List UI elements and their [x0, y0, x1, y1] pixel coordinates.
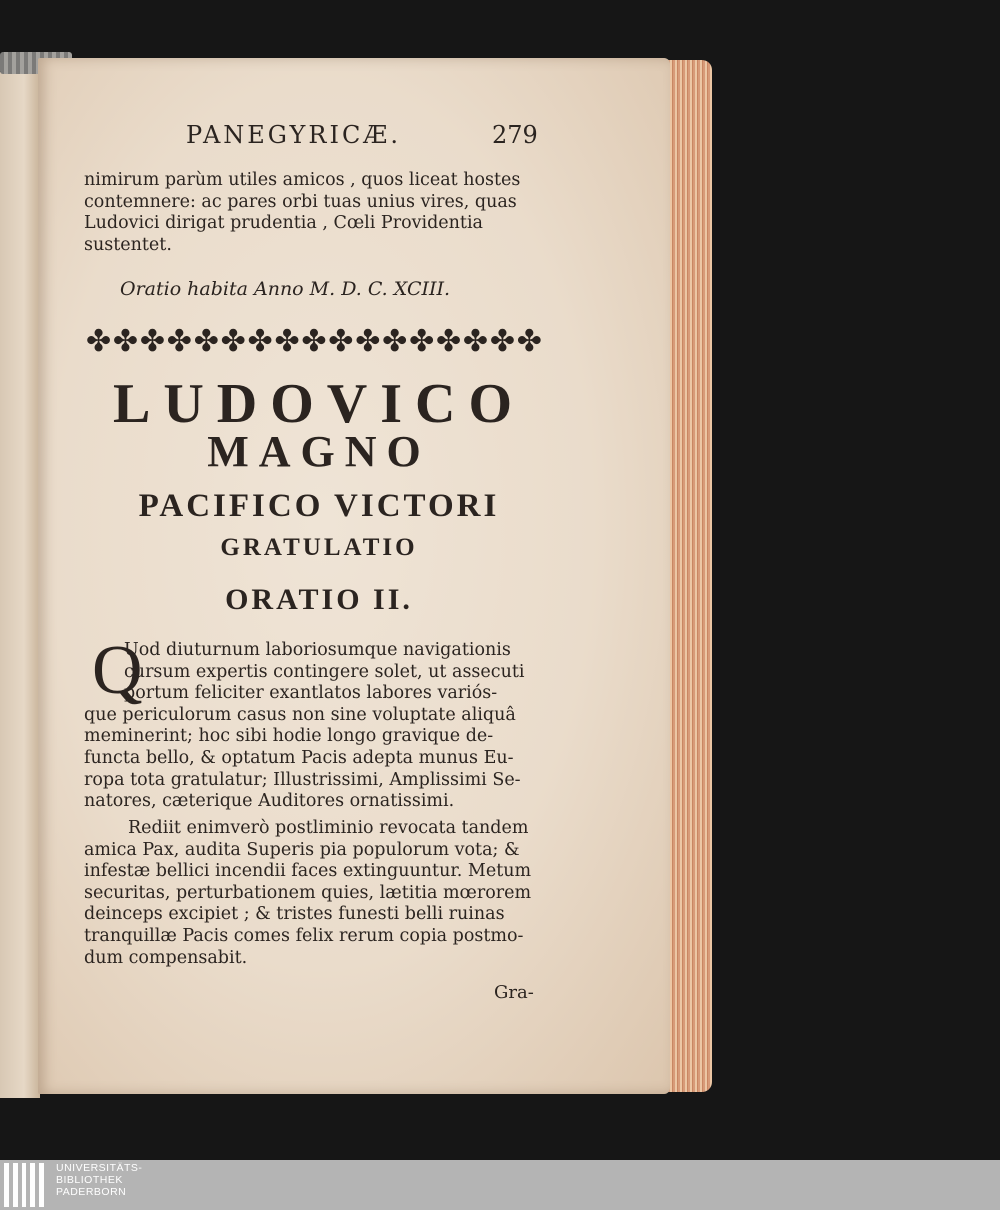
- text-line: portum feliciter exantlatos labores variós-: [124, 683, 498, 704]
- text-line: nimirum parùm utiles amicos , quos liceat hostes: [84, 170, 521, 190]
- library-name-line: PADERBORN: [56, 1186, 127, 1198]
- text-line: deinceps excipiet ; & tristes funesti belli ruinas: [84, 904, 505, 925]
- ornament-border: [86, 322, 542, 362]
- fleuron-icon: ✤: [462, 324, 489, 359]
- fleuron-icon: ✤: [382, 324, 408, 359]
- previous-oration-ending: [84, 170, 520, 256]
- fleuron-icon: ✤: [489, 324, 515, 359]
- title-line-3: PACIFICO VICTORI: [138, 488, 500, 524]
- text-line: cursum expertis contingere solet, ut assecuti: [124, 661, 525, 682]
- drop-cap: Q: [92, 632, 143, 709]
- text-line: sustentet.: [84, 234, 172, 255]
- body-paragraph-1: [84, 640, 524, 813]
- page-number: 279: [492, 121, 538, 149]
- library-name-line: UNIVERSITÄTS-: [56, 1162, 143, 1174]
- date-line: Oratio habita Anno M. D. C. XCIII.: [120, 278, 451, 300]
- fleuron-icon: ✤: [112, 324, 139, 359]
- text-line: contemnere: ac pares orbi tuas unius vires, quas: [84, 191, 517, 212]
- text-line: ropa tota gratulatur; Illustrissimi, Amplissimi Se-: [84, 769, 521, 790]
- title-line-5: ORATIO II.: [225, 583, 413, 616]
- catchword: Gra-: [494, 982, 534, 1003]
- text-line: infestæ bellici incendii faces extinguuntur. Metum: [84, 861, 532, 882]
- facing-page-edge: [0, 72, 40, 1098]
- fleuron-icon: ✤: [274, 324, 300, 359]
- text-line: securitas, perturbationem quies, lætitia mœrorem: [84, 882, 532, 903]
- body-paragraph-2: [84, 818, 531, 969]
- text-line: amica Pax, audita Superis pia populorum vota; &: [84, 839, 520, 860]
- fleuron-icon: ✤: [139, 324, 165, 359]
- fleuron-icon: ✤: [166, 324, 192, 359]
- title-line-2: MAGNO: [207, 427, 431, 476]
- fleuron-icon: ✤: [301, 324, 327, 359]
- text-line: meminerint; hoc sibi hodie longo gravique de-: [84, 726, 494, 747]
- text-line: Rediit enimverò postliminio revocata tandem: [128, 818, 529, 838]
- fleuron-icon: ✤: [193, 324, 219, 359]
- text-line: dum compensabit.: [84, 947, 248, 968]
- fleuron-icon: ✤: [516, 324, 542, 359]
- library-name: [56, 1162, 142, 1198]
- text-line: natores, cæterique Auditores ornatissimi.: [84, 791, 455, 812]
- running-title: PANEGYRICÆ.: [186, 121, 401, 149]
- library-footer-bar: [0, 1160, 1000, 1210]
- text-line: tranquillæ Pacis comes felix rerum copia postmo-: [84, 925, 524, 946]
- text-line: Ludovici dirigat prudentia , Cœli Providentia: [84, 213, 483, 234]
- fleuron-icon: ✤: [247, 324, 273, 359]
- fleuron-icon: ✤: [409, 324, 435, 359]
- library-name-line: BIBLIOTHEK: [56, 1174, 123, 1186]
- fleuron-icon: ✤: [435, 324, 462, 359]
- fleuron-icon: ✤: [220, 324, 246, 359]
- fleuron-icon: ✤: [355, 324, 381, 359]
- library-logo-icon: [4, 1163, 44, 1207]
- text-line: que periculorum casus non sine voluptate aliquâ: [84, 704, 516, 725]
- text-line: Uod diuturnum laboriosumque navigationis: [124, 640, 511, 660]
- fleuron-icon: ✤: [86, 324, 112, 359]
- title-line-1: LUDOVICO: [112, 373, 526, 435]
- text-line: functa bello, & optatum Pacis adepta munus Eu-: [84, 747, 514, 768]
- fleuron-icon: ✤: [328, 324, 354, 359]
- title-line-4: GRATULATIO: [220, 534, 418, 561]
